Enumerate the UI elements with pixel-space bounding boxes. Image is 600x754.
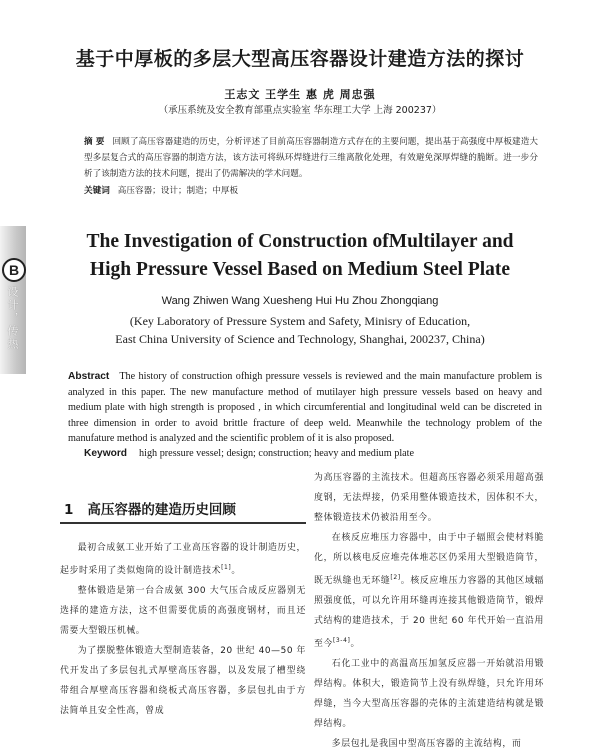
english-affiliation — [0, 312, 600, 348]
section-heading — [64, 498, 236, 518]
english-keywords-label: Keyword — [84, 448, 128, 459]
body-text: 在核反应堆压力容器中，由于中子辐照会使材料脆化，所以核电反应堆壳体堆芯区仍采用大型锻造筒节，既无纵缝也无环缝 — [314, 533, 544, 586]
body-paragraph — [314, 528, 544, 654]
chinese-affiliation: （承压系统及安全教育部重点实验室 华东理工大学 上海 200237） — [158, 105, 442, 116]
body-text: 。 — [231, 565, 241, 576]
chinese-abstract-text: 回顾了高压容器建造的历史，分析评述了目前高压容器制造方式存在的主要问题，提出基于高强度中厚板建造大型多层复合式的高压容器的制造方法，该方法可将纵环焊缝进行三维离散化处理，有效避免深厚焊缝的脆断。进一步分析了该制造方法的技术问题，提出了仍需解决的学术问题。 — [84, 137, 538, 179]
body-paragraph: 为了摆脱整体锻造大型制造装备，20 世纪 40—50 年代开发出了多层包扎式厚壁高压容器，以及发展了槽型绕带组合厚壁高压容器和绕板式高压容器，多层包扎由于方法简单且安全性高，曾成 — [60, 645, 306, 716]
body-paragraph: 为高压容器的主流技术。但超高压容器必须采用超高强度钢，无法焊接，仍采用整体锻造技术，因体积不大，整体锻造技术仍被沿用至今。 — [314, 473, 544, 523]
body-paragraph — [60, 538, 306, 581]
chinese-title: 基于中厚板的多层大型高压容器设计建造方法的探讨 — [75, 48, 525, 70]
body-text: 。核反应堆压力容器的其他区域辐照强度低，可以允许用环缝再连接其他锻造筒节，锻焊式结构的建造技术，于 20 世纪 60 年代开始一直沿用至今 — [314, 575, 544, 649]
english-keywords — [84, 448, 414, 459]
section-divider — [60, 522, 306, 524]
english-affiliation-line-1: (Key Laboratory of Pressure System and Safety, Minisry of Education, — [129, 314, 471, 328]
section-number: 1 — [64, 502, 74, 518]
citation: [3-4] — [332, 636, 351, 644]
chinese-abstract-label: 摘 要 — [84, 137, 105, 147]
body-left-column — [60, 538, 306, 721]
english-abstract-label: Abstract — [68, 371, 110, 382]
side-tab-letter-badge: B — [2, 258, 26, 282]
body-right-column — [314, 468, 544, 754]
body-paragraph: 多层包扎是我国中型高压容器的主流结构，而 — [331, 738, 522, 749]
english-title-line-1: The Investigation of Construction ofMultilayer and — [86, 231, 514, 252]
english-abstract-text: The history of construction ofhigh pressure vessels is reviewed and the main manufacture problem is analyzed in this paper. The new manufacture method of mutilayer high pressure vessels based on heavy and medium plate with high strength is proposed , in which circumferential and longitudinal weld can be discreted in three dimension in order to avoid brittle fracture of deep weld. Meanwhile the technology problem of the manufature method is analyzed and the scientific problem of it is also proposed. — [68, 371, 542, 445]
body-text: 最初合成氨工业开始了工业高压容器的设计制造历史，起步时采用了类似炮筒的设计制造技术 — [60, 543, 306, 576]
chinese-authors: 王志文 王学生 惠 虎 周忠强 — [224, 88, 376, 101]
english-affiliation-line-2: East China University of Science and Technology, Shanghai, 200237, China) — [115, 332, 485, 346]
chinese-keywords-label: 关键词 — [84, 186, 110, 196]
citation: [1] — [221, 564, 232, 571]
english-authors: Wang Zhiwen Wang Xuesheng Hui Hu Zhou Zhongqiang — [161, 295, 439, 307]
body-text: 。 — [350, 638, 360, 649]
body-paragraph: 石化工业中的高温高压加氢反应器一开始就沿用锻焊结构。体积大，锻造筒节上没有纵焊缝，只允许用环焊缝，当今大型高压容器的壳体的主流建造结构就是锻焊结构。 — [314, 658, 544, 729]
chinese-keywords — [84, 184, 238, 196]
english-title — [0, 228, 600, 284]
english-keywords-text: high pressure vessel; design; construction; heavy and medium plate — [139, 448, 415, 459]
citation: [2] — [390, 574, 401, 581]
english-title-line-2: High Pressure Vessel Based on Medium Steel Plate — [89, 259, 511, 280]
body-paragraph: 整体锻造是第一台合成氨 300 大气压合成反应器别无选择的建造方法，这不但需要优质的高强度钢材，而且还需要大型锻压机械。 — [60, 585, 306, 636]
chinese-abstract — [84, 134, 538, 182]
side-tab-text: 设计，传热 — [6, 286, 19, 351]
english-abstract — [68, 369, 542, 447]
section-title: 高压容器的建造历史回顾 — [87, 502, 236, 518]
chinese-keywords-text: 高压容器；设计；制造；中厚板 — [117, 186, 239, 196]
